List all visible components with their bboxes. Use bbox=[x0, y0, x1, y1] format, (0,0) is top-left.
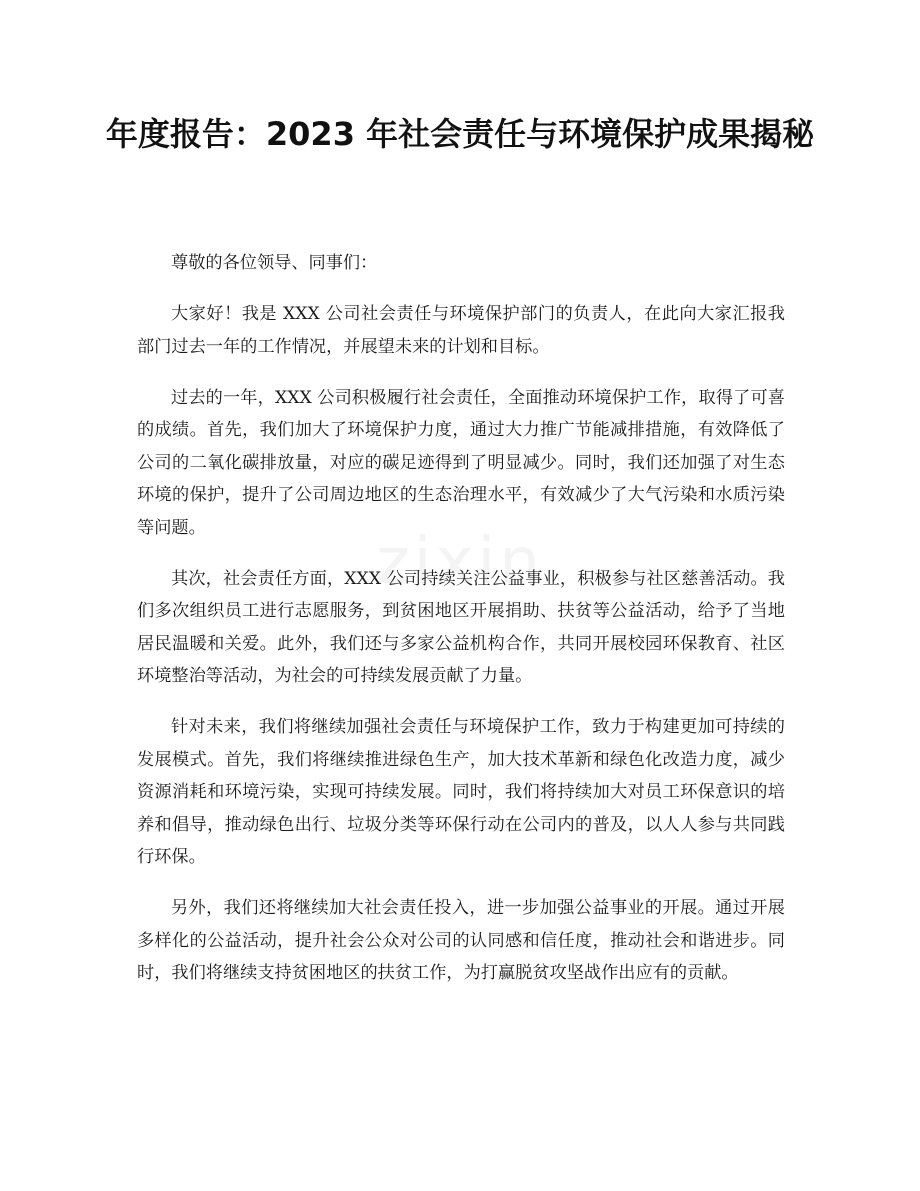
additional-plan-paragraph: 另外，我们还将继续加大社会责任投入，进一步加强公益事业的开展。通过开展多样化的公益活动，提升社会公众对公司的认同感和信任度，推动社会和谐进步。同时，我们将继续支持贫困地区的扶贫工作，为打赢脱贫攻坚战作出应有的贡献。 bbox=[137, 898, 785, 983]
social-responsibility-paragraph: 其次，社会责任方面，XXX 公司持续关注公益事业，积极参与社区慈善活动。我们多次组织员工进行志愿服务，到贫困地区开展捐助、扶贫等公益活动，给予了当地居民温暖和关爱。此外，我们还与多家公益机构合作，共同开展校园环保教育、社区环境整治等活动，为社会的可持续发展贡献了力量。 bbox=[137, 568, 785, 686]
salutation-paragraph: 尊敬的各位领导、同事们： bbox=[171, 253, 378, 273]
intro-paragraph: 大家好！我是 XXX 公司社会责任与环境保护部门的负责人，在此向大家汇报我部门过去一年的工作情况，并展望未来的计划和目标。 bbox=[137, 304, 785, 357]
watermark: zixin bbox=[376, 525, 544, 599]
future-plan-paragraph: 针对未来，我们将继续加强社会责任与环境保护工作，致力于构建更加可持续的发展模式。首先，我们将继续推进绿色生产，加大技术革新和绿色化改造力度，减少资源消耗和环境污染，实现可持续发展。同时，我们将持续加大对员工环保意识的培养和倡导，推动绿色出行、垃圾分类等环保行动在公司内的普及，以人人参与共同践行环保。 bbox=[137, 717, 785, 867]
document-body bbox=[137, 247, 785, 1008]
past-year-paragraph: 过去的一年，XXX 公司积极履行社会责任，全面推动环境保护工作，取得了可喜的成绩。首先，我们加大了环境保护力度，通过大力推广节能减排措施，有效降低了公司的二氧化碳排放量，对应的碳足迹得到了明显减少。同时，我们还加强了对生态环境的保护，提升了公司周边地区的生态治理水平，有效减少了大气污染和水质污染等问题。 bbox=[137, 387, 785, 538]
document-title: 年度报告：2023 年社会责任与环境保护成果揭秘 bbox=[105, 115, 815, 153]
